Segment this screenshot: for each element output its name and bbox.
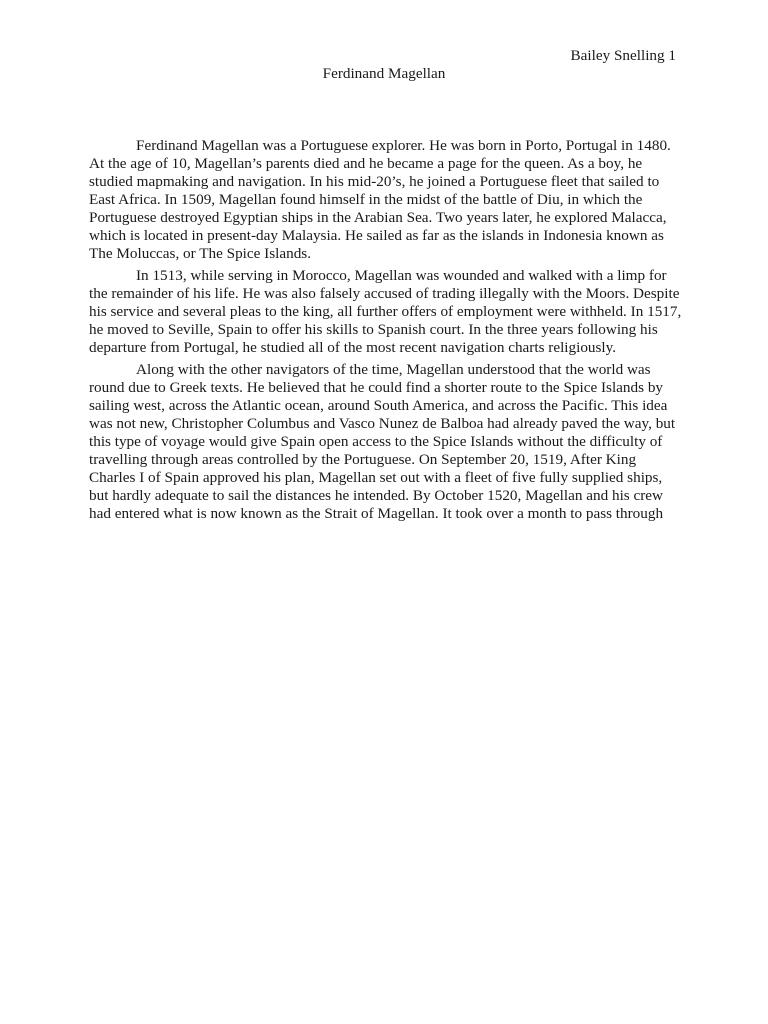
text-line: travelling through areas controlled by the Portuguese. On September 20, 1519, After King [89, 451, 637, 468]
text-line: round due to Greek texts. He believed that he could find a shorter route to the Spice Islands by [89, 379, 664, 396]
text-line: In 1513, while serving in Morocco, Magellan was wounded and walked with a limp for [136, 267, 667, 284]
text-line: was not new, Christopher Columbus and Vasco Nunez de Balboa had already paved the way, but [89, 415, 676, 432]
text-line: the remainder of his life. He was also falsely accused of trading illegally with the Moors. Despite [89, 285, 680, 302]
text-line: Charles I of Spain approved his plan, Magellan set out with a fleet of five fully supplied ships, [89, 469, 663, 486]
text-line: The Moluccas, or The Spice Islands. [89, 245, 311, 262]
text-line: East Africa. In 1509, Magellan found himself in the midst of the battle of Diu, in which the [89, 191, 643, 208]
text-line: his service and several pleas to the king, all further offers of employment were withheld. In 1517, [89, 303, 682, 320]
text-line: sailing west, across the Atlantic ocean, around South America, and across the Pacific. This idea [89, 397, 668, 414]
paragraph-3 [89, 361, 676, 523]
page-header: Bailey Snelling 1 [570, 47, 676, 64]
text-line: departure from Portugal, he studied all of the most recent navigation charts religiously. [89, 339, 617, 356]
text-line: but hardly adequate to sail the distances he intended. By October 1520, Magellan and his crew [89, 487, 664, 504]
text-line: had entered what is now known as the Strait of Magellan. It took over a month to pass through [89, 505, 664, 522]
text-line: studied mapmaking and navigation. In his mid-20’s, he joined a Portuguese fleet that sailed to [89, 173, 660, 190]
text-line: which is located in present-day Malaysia. He sailed as far as the islands in Indonesia known as [89, 227, 664, 244]
text-line: Portuguese destroyed Egyptian ships in the Arabian Sea. Two years later, he explored Malacca, [89, 209, 667, 226]
text-line: Ferdinand Magellan was a Portuguese explorer. He was born in Porto, Portugal in 1480. [136, 137, 671, 154]
paragraph-1 [89, 137, 671, 263]
text-line: Along with the other navigators of the time, Magellan understood that the world was [136, 361, 651, 378]
text-line: this type of voyage would give Spain open access to the Spice Islands without the difficulty of [89, 433, 663, 450]
text-line: he moved to Seville, Spain to offer his skills to Spanish court. In the three years following his [89, 321, 658, 338]
text-line: At the age of 10, Magellan’s parents died and he became a page for the queen. As a boy, he [89, 155, 643, 172]
paragraph-2 [89, 267, 682, 357]
document-title: Ferdinand Magellan [322, 65, 446, 82]
document-body [89, 137, 682, 527]
